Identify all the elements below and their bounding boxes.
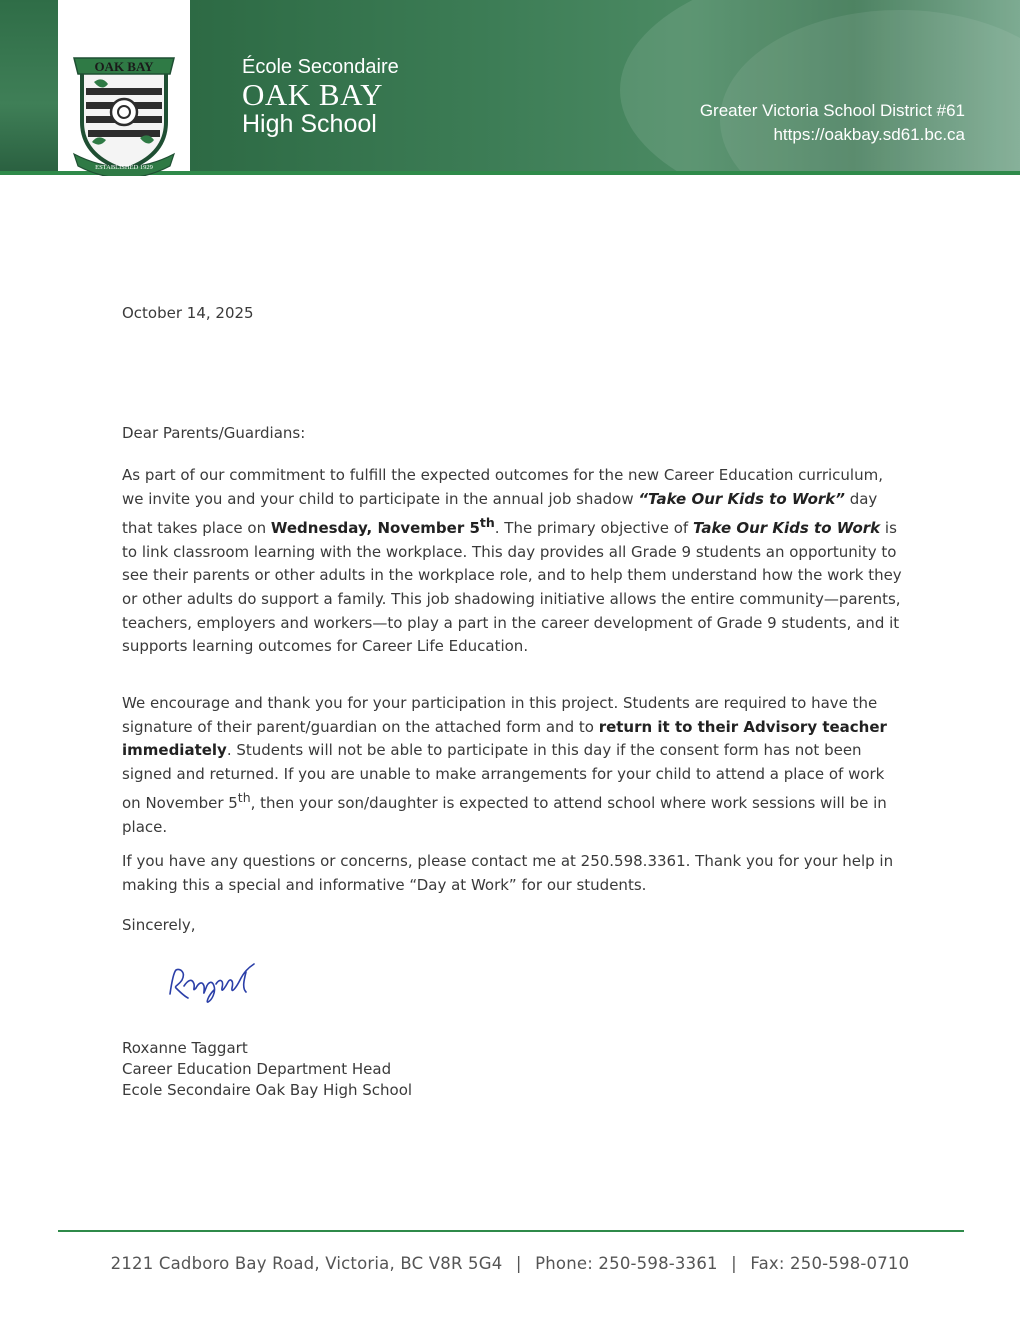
- district-name: Greater Victoria School District #61: [699, 101, 965, 120]
- footer-address: 2121 Cadboro Bay Road, Victoria, BC V8R 5G4: [110, 1254, 503, 1273]
- p1-event-name-2: Take Our Kids to Work: [692, 519, 881, 538]
- p1-text-4: is to link classroom learning with the workplace. This day provides all Grade 9 students an opportunity to see their parents or other adults in the workplace role, and to help them understand how the work they or other adults do support a family. This job shadowing initiative allows the entire community—parents, teachers, employers and workers—to play a part in the career development of Grade 9 students, and it supports learning outcomes for Career Life Education.: [122, 519, 902, 656]
- school-website-link[interactable]: https://oakbay.sd61.bc.ca: [773, 125, 965, 144]
- crest-ribbon-text: ESTABLISHED 1929: [95, 164, 153, 171]
- letter-paragraph-3: If you have any questions or concerns, please contact me at 250.598.3361. Thank you for your help in making this a special and informative “Day at Work” for our students.: [122, 852, 894, 894]
- school-name-line2: OAK BAY: [242, 77, 384, 112]
- p2-text-3: , then your son/daughter is expected to attend school where work sessions will be in place.: [122, 794, 887, 836]
- p2-return-instruction: return it to their Advisory teacher immediately: [122, 717, 887, 760]
- letter-paragraph-2: [122, 692, 902, 840]
- header-left-band: [0, 0, 58, 173]
- school-name-line3: High School: [242, 110, 377, 138]
- footer-contact: [0, 1254, 1020, 1273]
- p1-event-name: “Take Our Kids to Work”: [638, 489, 845, 508]
- footer-divider-line: [58, 1230, 964, 1232]
- signer-name: Roxanne Taggart: [122, 1039, 248, 1057]
- handwritten-signature: [162, 958, 262, 1006]
- footer-phone: Phone: 250-598-3361: [535, 1254, 718, 1273]
- signer-school: Ecole Secondaire Oak Bay High School: [122, 1081, 413, 1099]
- school-name-line1: École Secondaire: [242, 56, 399, 78]
- letterhead-header: [0, 0, 1020, 176]
- p2-text-1: We encourage and thank you for your participation in this project. Students are required to have the signature of their parent/guardian on the attached form and to: [122, 694, 878, 736]
- signer-block: [122, 1038, 412, 1101]
- letter-closing: Sincerely,: [122, 916, 196, 934]
- p1-event-date-text: Wednesday, November 5: [270, 519, 480, 538]
- footer-separator-1: |: [515, 1254, 522, 1273]
- p1-text-2: day that takes place on: [122, 489, 878, 538]
- crest-banner-text: OAK BAY: [94, 59, 154, 74]
- p1-date-suffix: th: [479, 515, 495, 531]
- letter-date: October 14, 2025: [122, 304, 254, 322]
- p2-date-suffix: th: [237, 790, 251, 806]
- p2-text-2: . Students will not be able to participate in this day if the consent form has not been signed and returned. If you are unable to make arrangements for your child to attend a place of work on November 5: [122, 741, 885, 813]
- p1-text-3: . The primary objective of: [494, 519, 693, 538]
- school-name: [242, 55, 399, 137]
- p1-event-date: [270, 515, 495, 538]
- district-info: [700, 99, 965, 147]
- school-crest-logo: [72, 52, 176, 176]
- letter-paragraph-1: [122, 464, 902, 659]
- letter-salutation: Dear Parents/Guardians:: [122, 424, 306, 442]
- p1-text-1: As part of our commitment to fulfill the expected outcomes for the new Career Education curriculum, we invite you and your child to participate in the annual job shadow: [122, 466, 883, 508]
- signer-title: Career Education Department Head: [122, 1060, 392, 1078]
- footer-fax: Fax: 250-598-0710: [750, 1254, 910, 1273]
- footer-separator-2: |: [731, 1254, 737, 1273]
